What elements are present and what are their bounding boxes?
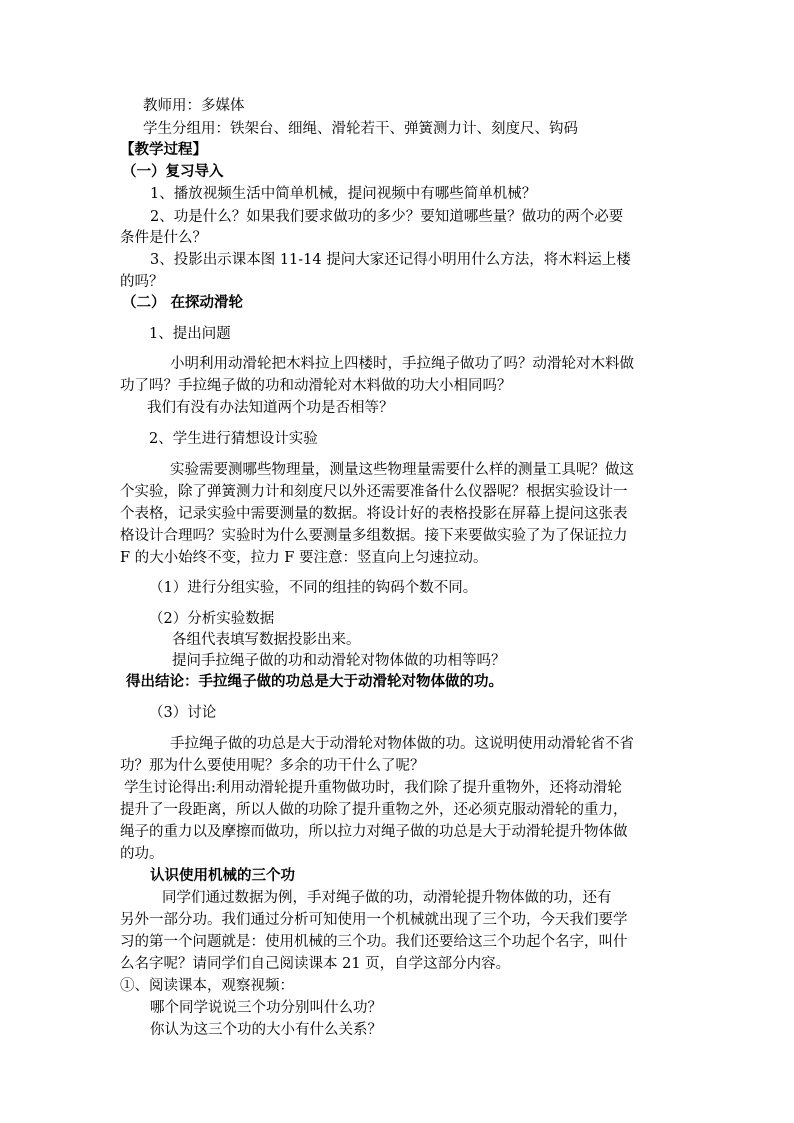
text-line-student-discussion-2: 提升了一段距离，所以人做的功除了提升重物之外，还必须克服动滑轮的重力， [120,802,628,818]
text-line-reading-heading: ①、阅读课本，观察视频： [120,978,294,994]
text-line-student-discussion-1: 学生讨论得出:利用动滑轮提升重物做功时，我们除了提升重物外，还将动滑轮 [124,780,622,796]
subsection-heading-pulley: （二） 在探动滑轮 [122,294,244,311]
text-line-step-1: （1）进行分组实验，不同的组挂的钩码个数不同。 [149,580,478,596]
text-line-review-1: 1、播放视频生活中简单机械，提问视频中有哪些简单机械？ [150,186,537,202]
text-line-step-2-b: 提问手拉绳子做的功和动滑轮对物体做的功相等吗？ [172,653,506,669]
text-line-three-works-1: 同学们通过数据为例，手对绳子做的功，动滑轮提升物体做的功，还有 [162,890,612,906]
subsection-heading-review: （一）复习导入 [122,163,224,180]
text-line-review-3-cont: 的吗？ [120,274,164,290]
text-line-student-discussion-3: 绳子的重力以及摩擦而做功，所以拉力对绳子做的功总是大于动滑轮提升物体做 [120,824,628,840]
text-line-question-heading: 1、提出问题 [149,326,231,342]
text-line-discussion-2: 功？那为什么要使用呢？多余的功干什么了呢？ [120,758,425,774]
text-line-experiment-2: 个实验，除了弹簧测力计和刻度尺以外还需要准备什么仪器呢？根据实验设计一 [120,484,628,500]
text-line-student-materials: 学生分组用：铁架台、细绳、滑轮若干、弹簧测力计、刻度尺、钩码 [143,121,578,137]
text-line-experiment-heading: 2、学生进行猜想设计实验 [149,431,318,447]
text-line-step-2: （2）分析实验数据 [149,611,275,627]
section-heading-teaching-process: 【教学过程】 [120,141,207,158]
text-line-reading-question-1: 哪个同学说说三个功分别叫什么功？ [150,1000,382,1016]
text-line-experiment-4: 格设计合理吗？实验时为什么要测量多组数据。接下来要做实验了为了保证拉力 [120,528,628,544]
text-line-review-2-cont: 条件是什么？ [120,230,207,246]
subsection-heading-three-works: 认识使用机械的三个功 [150,867,295,884]
text-line-reading-question-2: 你认为这三个功的大小有什么关系？ [150,1022,382,1038]
text-line-experiment-1: 实验需要测哪些物理量，测量这些物理量需要什么样的测量工具呢？做这 [170,462,634,478]
text-line-experiment-3: 个表格，记录实验中需要测量的数据。将设计好的表格投影在屏幕上提问这张表 [120,506,628,522]
text-line-teacher-materials: 教师用：多媒体 [143,98,245,114]
text-line-review-2: 2、功是什么？如果我们要求做功的多少？要知道哪些量？做功的两个必要 [150,209,624,225]
text-line-three-works-2: 另外一部分功。我们通过分析可知使用一个机械就出现了三个功，今天我们要学 [120,912,628,928]
text-line-three-works-4: 么名字呢？请同学们自己阅读课本 21 页，自学这部分内容。 [120,956,511,972]
text-line-three-works-3: 习的第一个问题就是：使用机械的三个功。我们还要给这三个功起个名字，叫什 [120,934,628,950]
text-line-question-3: 我们有没有办法知道两个功是否相等？ [147,400,394,416]
text-line-discussion-heading: （3）讨论 [149,705,217,721]
text-line-review-3: 3、投影出示课本图 11-14 提问大家还记得小明用什么方法，将木料运上楼 [150,252,631,268]
text-line-student-discussion-4: 的功。 [120,846,164,862]
text-line-experiment-5: F 的大小始终不变，拉力 F 要注意：竖直向上匀速拉动。 [120,550,488,566]
text-line-question-1: 小明利用动滑轮把木料拉上四楼时，手拉绳子做功了吗？动滑轮对木料做 [170,356,634,372]
text-line-discussion-1: 手拉绳子做的功总是大于动滑轮对物体做的功。这说明使用动滑轮省不省 [170,736,634,752]
text-line-conclusion: 得出结论：手拉绳子做的功总是大于动滑轮对物体做的功。 [126,673,503,690]
text-line-step-2-a: 各组代表填写数据投影出来。 [172,632,361,648]
text-line-question-2: 功了吗？手拉绳子做的功和动滑轮对木料做的功大小相同吗？ [120,378,512,394]
